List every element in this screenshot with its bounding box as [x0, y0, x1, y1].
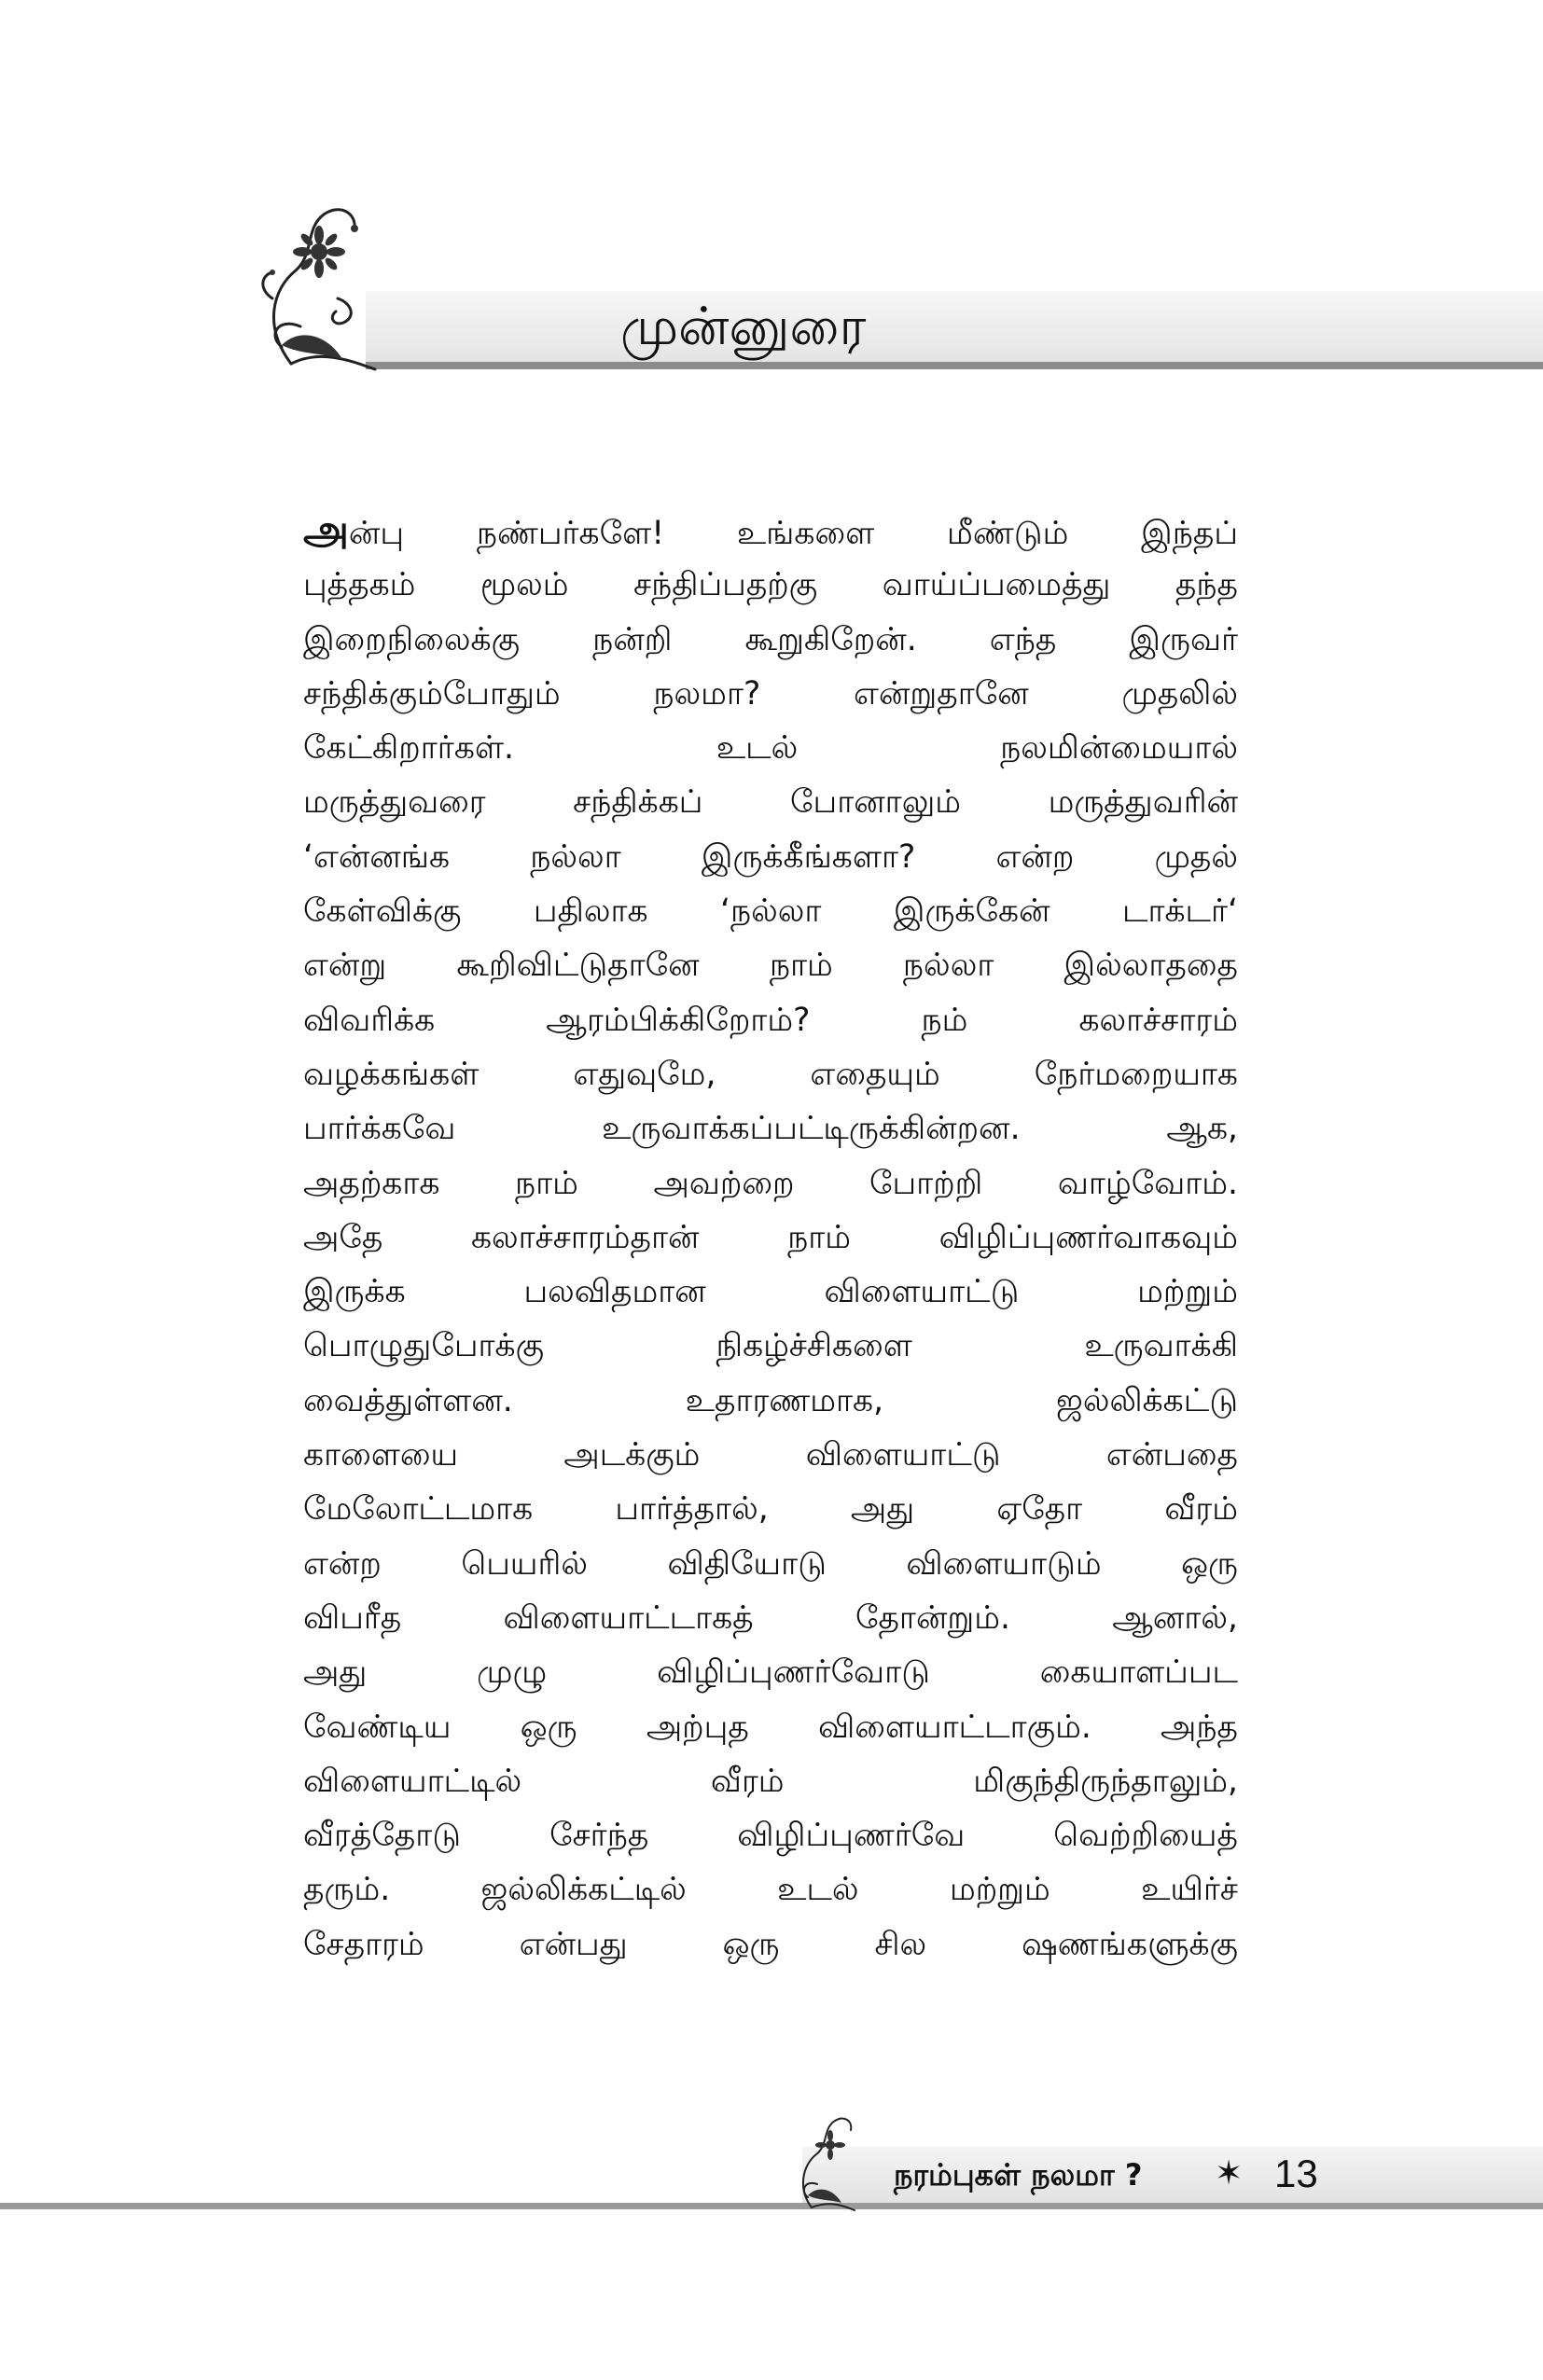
- chapter-title: முன்னுரை: [620, 297, 867, 357]
- text-line: மேலோட்டமாக பார்த்தால், அது ஏதோ வீரம்: [303, 1490, 1238, 1529]
- text-line: அதற்காக நாம் அவற்றை போற்றி வாழ்வோம்.: [303, 1164, 1238, 1202]
- star-icon: ✶: [1215, 2154, 1244, 2193]
- chapter-header-band: [366, 291, 1543, 362]
- chapter-header-rule: [366, 362, 1543, 369]
- text-line: விவரிக்க ஆரம்பிக்கிறோம்? நம் கலாச்சாரம்: [303, 1001, 1238, 1039]
- text-line: வைத்துள்ளன. உதாரணமாக, ஜல்லிக்கட்டு: [303, 1381, 1238, 1419]
- text-line: இருக்க பலவிதமான விளையாட்டு மற்றும்: [303, 1273, 1238, 1311]
- text-line: விபரீத விளையாட்டாகத் தோன்றும். ஆனால்,: [303, 1598, 1238, 1637]
- text-line: சேதாரம் என்பது ஒரு சில ஷணங்களுக்கு: [303, 1925, 1238, 1963]
- text-line: தரும். ஜல்லிக்கட்டில் உடல் மற்றும் உயிர்ச்: [303, 1871, 1238, 1909]
- text-line: கேள்விக்கு பதிலாக ‘நல்லா இருக்கேன் டாக்டர்‘: [303, 892, 1238, 931]
- text-line: இறைநிலைக்கு நன்றி கூறுகிறேன். எந்த இருவர்: [303, 620, 1238, 658]
- text-line: காளையை அடக்கும் விளையாட்டு என்பதை: [303, 1436, 1238, 1474]
- footer-rule: [0, 2203, 1543, 2209]
- text-line: ‘என்னங்க நல்லா இருக்கீங்களா? என்ற முதல்: [303, 837, 1238, 876]
- text-line: வேண்டிய ஒரு அற்புத விளையாட்டாகும். அந்த: [303, 1708, 1238, 1746]
- body-paragraph: [303, 504, 1238, 1972]
- text-line: என்று கூறிவிட்டுதானே நாம் நல்லா இல்லாததை: [303, 947, 1238, 985]
- drop-cap: அ: [303, 506, 349, 554]
- text-line: வழக்கங்கள் எதுவுமே, எதையும் நேர்மறையாக: [303, 1055, 1238, 1093]
- text-line: அது முழு விழிப்புணர்வோடு கையாளப்பட: [303, 1654, 1238, 1692]
- floral-scroll-icon: [793, 2110, 858, 2212]
- text-line: அதே கலாச்சாரம்தான் நாம் விழிப்புணர்வாகவும்: [303, 1218, 1238, 1256]
- text-line: வீரத்தோடு சேர்ந்த விழிப்புணர்வே வெற்றியைத்: [303, 1817, 1238, 1855]
- text-line: பொழுதுபோக்கு நிகழ்ச்சிகளை உருவாக்கி: [303, 1327, 1238, 1365]
- text-line: பார்க்கவே உருவாக்கப்பட்டிருக்கின்றன. ஆக,: [303, 1110, 1238, 1148]
- running-title: நரம்புகள் நலமா ?: [894, 2157, 1143, 2193]
- text-line: புத்தகம் மூலம் சந்திப்பதற்கு வாய்ப்பமைத்து தந்த: [303, 566, 1238, 604]
- text-line: என்ற பெயரில் விதியோடு விளையாடும் ஒரு: [303, 1544, 1238, 1583]
- page-number: 13: [1274, 2152, 1318, 2195]
- floral-scroll-icon: [254, 187, 394, 373]
- text-line: மருத்துவரை சந்திக்கப் போனாலும் மருத்துவரின்: [303, 783, 1238, 822]
- text-line: சந்திக்கும்போதும் நலமா? என்றுதானே முதலில்: [303, 674, 1238, 713]
- text-line: விளையாட்டில் வீரம் மிகுந்திருந்தாலும்,: [303, 1762, 1238, 1800]
- text-line: கேட்கிறார்கள். உடல் நலமின்மையால்: [303, 729, 1238, 768]
- text-line: அன்பு நண்பர்களே! உங்களை மீண்டும் இந்தப்: [303, 506, 1238, 554]
